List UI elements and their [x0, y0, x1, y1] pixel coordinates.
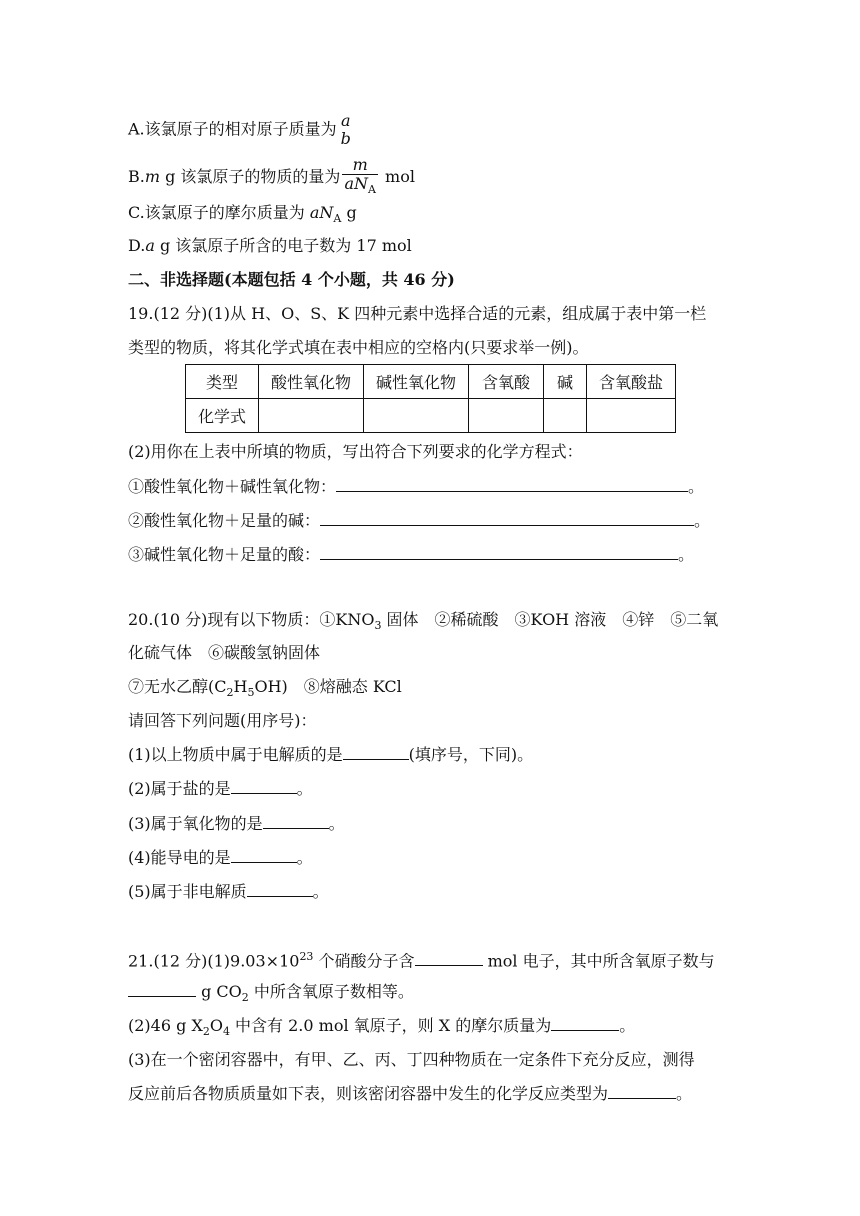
- answer-blank[interactable]: [343, 745, 409, 760]
- q20-sub4: (4)能导电的是 。: [128, 848, 313, 867]
- q20-sub5: (5)属于非电解质 。: [128, 882, 329, 901]
- table-header: 碱性氧化物: [364, 365, 469, 399]
- answer-cell[interactable]: [544, 399, 587, 433]
- answer-cell[interactable]: [587, 399, 676, 433]
- q20-line2: 化硫气体 ⑥碳酸氢钠固体: [128, 643, 321, 662]
- table-header: 碱: [544, 365, 587, 399]
- q20-line3: ⑦无水乙醇$(C_2H_5OH)$ ⑧熔融态 KCl: [128, 677, 402, 700]
- table-header: 类型: [186, 365, 259, 399]
- q19-line1: 19.(12 分)(1)从 H、O、S、K 四种元素中选择合适的元素，组成属于表中第一栏: [128, 304, 707, 323]
- answer-cell[interactable]: [364, 399, 469, 433]
- q20-sub1: (1)以上物质中属于电解质的是 (填序号，下同)。: [128, 745, 534, 764]
- answer-cell[interactable]: [259, 399, 364, 433]
- answer-blank[interactable]: [608, 1084, 676, 1099]
- q20-prompt: 请回答下列问题(用序号)：: [128, 711, 317, 730]
- table-cell: 化学式: [186, 399, 259, 433]
- table-header: 酸性氧化物: [259, 365, 364, 399]
- q19-eq2: ②酸性氧化物＋足量的碱： 。: [128, 511, 711, 530]
- q21-line2: g $CO_2$ 中所含氧原子数相等。: [128, 981, 414, 1009]
- answer-blank[interactable]: [336, 477, 688, 492]
- table-header: 含氧酸: [469, 365, 544, 399]
- q19-line2: 类型的物质，将其化学式填在表中相应的空格内(只要求举一例)。: [128, 338, 589, 357]
- q19-eq3: ③碱性氧化物＋足量的酸： 。: [128, 545, 695, 564]
- answer-blank[interactable]: [231, 779, 297, 794]
- answer-blank[interactable]: [231, 848, 297, 863]
- q21-line1: 21.(12 分)$(1)9.03\times 10^{23}$ 个硝酸分子含 mol 电子，其中所含氧原子数与: [128, 950, 715, 971]
- table-row: [186, 399, 676, 433]
- table-row: [186, 365, 676, 399]
- q19-eq1: ①酸性氧化物＋碱性氧化物： 。: [128, 477, 705, 496]
- answer-cell[interactable]: [469, 399, 544, 433]
- q20-sub2: (2)属于盐的是 。: [128, 779, 313, 798]
- q21-line4: (3)在一个密闭容器中，有甲、乙、丙、丁四种物质在一定条件下充分反应，测得: [128, 1050, 695, 1069]
- table-header: 含氧酸盐: [587, 365, 676, 399]
- answer-blank[interactable]: [551, 1016, 619, 1031]
- answer-blank[interactable]: [263, 814, 329, 829]
- option-a: A.该氯原子的相对原子质量为 a b: [128, 111, 351, 148]
- q20-line1: 20.(10 分)现有以下物质：$①KNO_3$ 固体 ②稀硫酸 ③KOH 溶液 ④锌 ⑤二氧: [128, 610, 719, 633]
- option-d: D.a g 该氯原子所含的电子数为 17 mol: [128, 236, 412, 255]
- option-b: B.m g 该氯原子的物质的量为 $\frac{m}{aN_A}$ mol: [128, 156, 415, 199]
- q19-part2: (2)用你在上表中所填的物质，写出符合下列要求的化学方程式：: [128, 442, 583, 461]
- option-c: C.该氯原子的摩尔质量为 $aN_A$ g: [128, 203, 357, 226]
- fraction-m-over-aNA: $\frac{m}{aN_A}$: [342, 156, 378, 199]
- q21-line3: (2)46 g $X_2O_4$ 中含有 2.0 mol 氧原子，则 X 的摩尔质量为 。: [128, 1016, 636, 1039]
- fraction-a-over-b: a b: [340, 111, 351, 148]
- answer-blank[interactable]: [247, 882, 313, 897]
- answer-blank[interactable]: [320, 545, 678, 560]
- q19-table: [185, 364, 676, 433]
- answer-blank[interactable]: [415, 951, 483, 966]
- answer-blank[interactable]: [128, 982, 196, 997]
- answer-blank[interactable]: [320, 511, 694, 526]
- section-heading: 二、非选择题(本题包括 4 个小题，共 46 分): [128, 270, 455, 289]
- q20-sub3: (3)属于氧化物的是 。: [128, 814, 345, 833]
- q21-line5: 反应前后各物质质量如下表，则该密闭容器中发生的化学反应类型为 。: [128, 1084, 693, 1103]
